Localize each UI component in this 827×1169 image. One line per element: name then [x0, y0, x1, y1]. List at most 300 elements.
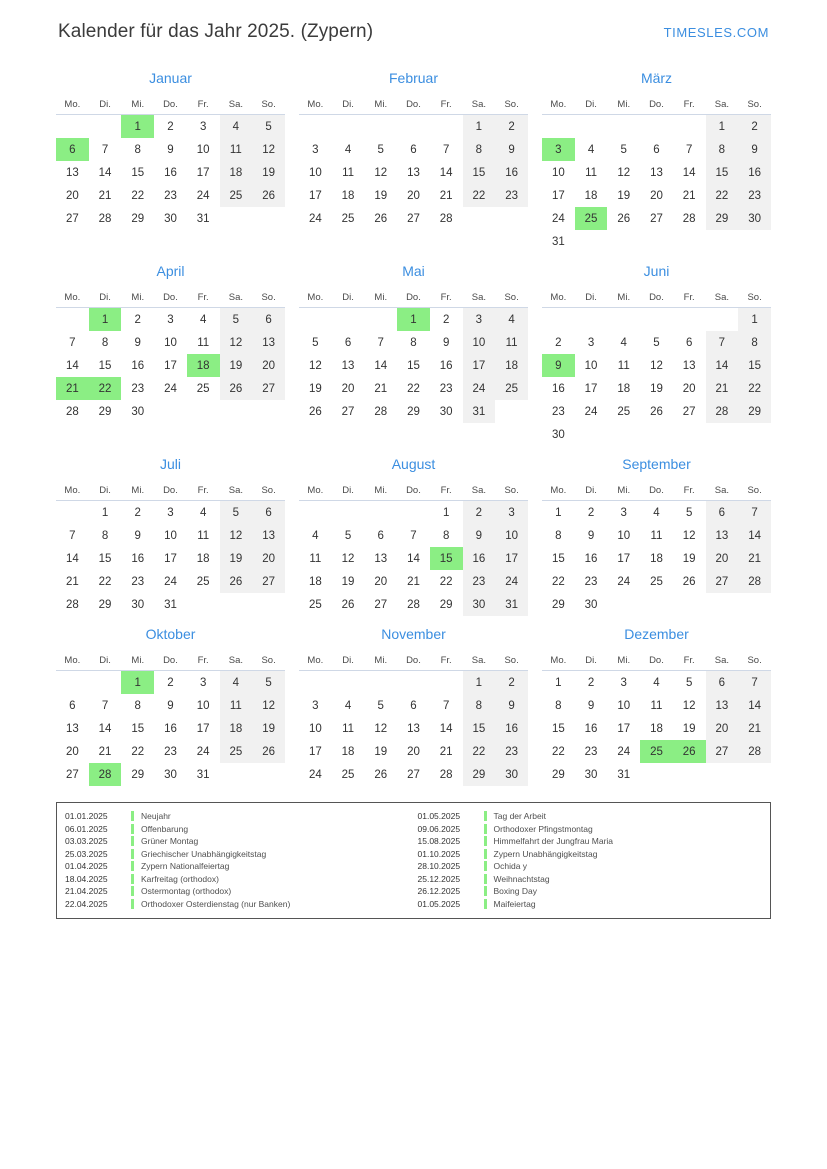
day-cell[interactable]: 28 [65, 405, 79, 418]
day-cell[interactable]: 1 [463, 671, 496, 695]
day-cell[interactable]: 9 [134, 529, 141, 542]
day-cell[interactable]: 8 [706, 138, 739, 161]
day-cell[interactable]: 18 [584, 189, 598, 202]
day-cell[interactable]: 4 [312, 529, 319, 542]
day-cell[interactable]: 6 [69, 699, 76, 712]
day-cell[interactable]: 4 [344, 699, 352, 712]
day-cell[interactable]: 11 [650, 699, 663, 712]
day-cell[interactable]: 19 [220, 354, 253, 377]
day-cell[interactable]: 31 [164, 598, 177, 611]
day-cell[interactable]: 30 [584, 598, 598, 611]
day-cell[interactable]: 13 [252, 524, 285, 547]
day-cell[interactable]: 10 [463, 331, 496, 354]
day-cell[interactable]: 8 [738, 331, 771, 354]
day-cell[interactable]: 2 [495, 671, 528, 695]
day-cell[interactable]: 4 [653, 506, 660, 519]
day-cell[interactable]: 7 [377, 336, 384, 349]
day-cell[interactable]: 25 [617, 405, 631, 418]
day-cell[interactable]: 10 [551, 166, 565, 179]
day-cell[interactable]: 3 [167, 313, 174, 326]
day-cell[interactable]: 11 [342, 722, 355, 735]
day-cell[interactable]: 13 [650, 166, 663, 179]
day-cell[interactable]: 13 [407, 166, 420, 179]
day-cell[interactable]: 24 [308, 212, 322, 225]
day-cell-holiday[interactable]: 21 [56, 377, 89, 400]
day-cell[interactable]: 11 [220, 694, 253, 717]
day-cell-holiday[interactable]: 6 [56, 138, 89, 161]
day-cell[interactable]: 6 [706, 501, 739, 525]
day-cell[interactable]: 13 [374, 552, 388, 565]
day-cell[interactable]: 23 [584, 575, 598, 588]
day-cell[interactable]: 8 [101, 529, 109, 542]
day-cell[interactable]: 23 [495, 740, 528, 763]
day-cell[interactable]: 7 [101, 143, 109, 156]
day-cell[interactable]: 11 [220, 138, 253, 161]
day-cell[interactable]: 27 [650, 212, 663, 225]
day-cell-holiday[interactable]: 25 [575, 207, 608, 230]
day-cell[interactable]: 24 [584, 405, 598, 418]
day-cell[interactable]: 19 [682, 552, 696, 565]
day-cell-holiday[interactable]: 25 [640, 740, 673, 763]
day-cell[interactable]: 6 [252, 501, 285, 525]
day-cell[interactable]: 13 [252, 331, 285, 354]
day-cell[interactable]: 14 [682, 166, 696, 179]
day-cell[interactable]: 12 [682, 699, 696, 712]
day-cell[interactable]: 5 [220, 308, 253, 332]
day-cell[interactable]: 31 [463, 400, 496, 423]
day-cell[interactable]: 7 [69, 336, 76, 349]
day-cell[interactable]: 8 [410, 336, 417, 349]
day-cell[interactable]: 23 [551, 405, 565, 418]
day-cell[interactable]: 21 [738, 717, 771, 740]
day-cell[interactable]: 19 [682, 722, 696, 735]
day-cell[interactable]: 18 [341, 189, 355, 202]
day-cell[interactable]: 13 [65, 166, 79, 179]
day-cell[interactable]: 25 [220, 184, 253, 207]
day-cell[interactable]: 30 [495, 763, 528, 786]
day-cell[interactable]: 9 [495, 138, 528, 161]
day-cell[interactable]: 10 [308, 722, 322, 735]
day-cell[interactable]: 28 [682, 212, 696, 225]
day-cell[interactable]: 18 [650, 552, 663, 565]
day-cell[interactable]: 2 [167, 676, 174, 689]
day-cell[interactable]: 23 [164, 745, 177, 758]
day-cell[interactable]: 11 [617, 359, 630, 372]
day-cell[interactable]: 3 [312, 699, 319, 712]
day-cell[interactable]: 11 [342, 166, 355, 179]
day-cell[interactable]: 19 [650, 382, 663, 395]
day-cell[interactable]: 13 [706, 524, 739, 547]
day-cell[interactable]: 3 [620, 506, 627, 519]
day-cell[interactable]: 2 [495, 115, 528, 139]
day-cell[interactable]: 6 [653, 143, 660, 156]
day-cell[interactable]: 23 [439, 382, 453, 395]
day-cell[interactable]: 4 [495, 308, 528, 332]
day-cell[interactable]: 21 [98, 745, 112, 758]
day-cell[interactable]: 9 [495, 694, 528, 717]
day-cell-holiday[interactable]: 1 [121, 115, 154, 139]
day-cell[interactable]: 15 [407, 359, 420, 372]
day-cell[interactable]: 17 [551, 189, 565, 202]
day-cell[interactable]: 30 [439, 405, 453, 418]
day-cell[interactable]: 3 [167, 506, 174, 519]
day-cell[interactable]: 11 [309, 552, 322, 565]
day-cell[interactable]: 29 [463, 763, 496, 786]
day-cell[interactable]: 22 [463, 184, 496, 207]
day-cell[interactable]: 23 [463, 570, 496, 593]
day-cell[interactable]: 4 [199, 506, 207, 519]
day-cell[interactable]: 30 [738, 207, 771, 230]
day-cell[interactable]: 29 [551, 598, 565, 611]
day-cell[interactable]: 7 [706, 331, 739, 354]
day-cell-holiday[interactable]: 15 [430, 547, 463, 570]
day-cell[interactable]: 11 [495, 331, 528, 354]
day-cell[interactable]: 20 [341, 382, 355, 395]
day-cell[interactable]: 16 [584, 722, 598, 735]
day-cell[interactable]: 7 [738, 671, 771, 695]
day-cell[interactable]: 4 [587, 143, 595, 156]
day-cell[interactable]: 18 [220, 161, 253, 184]
day-cell[interactable]: 8 [463, 138, 496, 161]
day-cell[interactable]: 31 [617, 768, 631, 781]
day-cell[interactable]: 1 [463, 115, 496, 139]
day-cell[interactable]: 14 [65, 359, 79, 372]
day-cell[interactable]: 29 [738, 400, 771, 423]
day-cell[interactable]: 11 [585, 166, 598, 179]
day-cell[interactable]: 14 [439, 166, 453, 179]
day-cell[interactable]: 28 [706, 400, 739, 423]
day-cell[interactable]: 10 [164, 529, 177, 542]
day-cell[interactable]: 31 [196, 212, 210, 225]
day-cell[interactable]: 26 [308, 405, 322, 418]
day-cell[interactable]: 28 [439, 768, 453, 781]
day-cell[interactable]: 24 [495, 570, 528, 593]
day-cell[interactable]: 30 [164, 212, 177, 225]
day-cell[interactable]: 25 [308, 598, 322, 611]
day-cell[interactable]: 29 [439, 598, 453, 611]
day-cell[interactable]: 10 [617, 699, 631, 712]
day-cell[interactable]: 3 [620, 676, 627, 689]
day-cell[interactable]: 5 [653, 336, 660, 349]
day-cell[interactable]: 30 [551, 428, 565, 441]
day-cell[interactable]: 1 [738, 308, 771, 332]
day-cell[interactable]: 3 [199, 120, 207, 133]
day-cell[interactable]: 21 [374, 382, 388, 395]
day-cell[interactable]: 5 [685, 506, 693, 519]
day-cell[interactable]: 22 [463, 740, 496, 763]
day-cell[interactable]: 2 [587, 506, 595, 519]
day-cell[interactable]: 25 [196, 382, 210, 395]
day-cell[interactable]: 11 [197, 336, 210, 349]
day-cell[interactable]: 15 [131, 166, 145, 179]
day-cell[interactable]: 19 [374, 745, 388, 758]
day-cell[interactable]: 17 [617, 722, 631, 735]
day-cell[interactable]: 11 [650, 529, 663, 542]
day-cell[interactable]: 10 [196, 143, 210, 156]
day-cell[interactable]: 19 [252, 717, 285, 740]
site-brand[interactable]: TIMESLES.COM [663, 24, 769, 40]
day-cell[interactable]: 3 [495, 501, 528, 525]
day-cell[interactable]: 24 [196, 745, 210, 758]
day-cell[interactable]: 9 [167, 699, 174, 712]
day-cell[interactable]: 17 [164, 359, 177, 372]
day-cell[interactable]: 28 [439, 212, 453, 225]
day-cell[interactable]: 14 [706, 354, 739, 377]
day-cell[interactable]: 6 [706, 671, 739, 695]
day-cell[interactable]: 27 [65, 212, 79, 225]
day-cell[interactable]: 4 [653, 676, 660, 689]
day-cell[interactable]: 17 [308, 745, 322, 758]
day-cell[interactable]: 25 [196, 575, 210, 588]
day-cell[interactable]: 25 [220, 740, 253, 763]
day-cell[interactable]: 18 [650, 722, 663, 735]
day-cell[interactable]: 20 [252, 547, 285, 570]
day-cell[interactable]: 27 [706, 570, 739, 593]
day-cell[interactable]: 24 [164, 575, 177, 588]
day-cell[interactable]: 9 [587, 699, 595, 712]
day-cell[interactable]: 21 [439, 745, 453, 758]
day-cell[interactable]: 6 [410, 699, 417, 712]
day-cell[interactable]: 15 [551, 552, 565, 565]
day-cell[interactable]: 19 [308, 382, 322, 395]
day-cell[interactable]: 1 [555, 506, 562, 519]
day-cell[interactable]: 17 [196, 722, 210, 735]
day-cell[interactable]: 24 [308, 768, 322, 781]
day-cell[interactable]: 8 [555, 699, 562, 712]
day-cell[interactable]: 17 [196, 166, 210, 179]
day-cell[interactable]: 16 [495, 161, 528, 184]
day-cell[interactable]: 28 [738, 570, 771, 593]
day-cell[interactable]: 7 [685, 143, 693, 156]
day-cell[interactable]: 19 [220, 547, 253, 570]
day-cell[interactable]: 20 [706, 547, 739, 570]
day-cell[interactable]: 10 [308, 166, 322, 179]
day-cell[interactable]: 24 [196, 189, 210, 202]
day-cell[interactable]: 10 [584, 359, 598, 372]
day-cell[interactable]: 29 [98, 598, 112, 611]
day-cell[interactable]: 16 [164, 166, 177, 179]
day-cell[interactable]: 22 [131, 189, 145, 202]
day-cell[interactable]: 20 [650, 189, 663, 202]
day-cell[interactable]: 27 [407, 212, 420, 225]
day-cell[interactable]: 15 [738, 354, 771, 377]
day-cell[interactable]: 9 [738, 138, 771, 161]
day-cell[interactable]: 30 [131, 405, 145, 418]
day-cell[interactable]: 5 [685, 676, 693, 689]
day-cell[interactable]: 20 [65, 745, 79, 758]
day-cell[interactable]: 22 [98, 575, 112, 588]
day-cell[interactable]: 22 [551, 575, 565, 588]
day-cell[interactable]: 14 [407, 552, 420, 565]
day-cell[interactable]: 23 [495, 184, 528, 207]
day-cell[interactable]: 16 [164, 722, 177, 735]
day-cell-holiday[interactable]: 22 [89, 377, 122, 400]
day-cell[interactable]: 25 [341, 212, 355, 225]
day-cell[interactable]: 4 [344, 143, 352, 156]
day-cell[interactable]: 20 [407, 189, 420, 202]
day-cell[interactable]: 20 [65, 189, 79, 202]
day-cell[interactable]: 5 [312, 336, 319, 349]
day-cell[interactable]: 19 [341, 575, 355, 588]
day-cell[interactable]: 7 [410, 529, 417, 542]
day-cell[interactable]: 13 [706, 694, 739, 717]
day-cell[interactable]: 5 [344, 529, 352, 542]
day-cell[interactable]: 26 [220, 570, 253, 593]
day-cell[interactable]: 13 [65, 722, 79, 735]
day-cell[interactable]: 12 [374, 722, 388, 735]
day-cell[interactable]: 29 [131, 768, 145, 781]
day-cell[interactable]: 2 [167, 120, 174, 133]
day-cell[interactable]: 27 [252, 377, 285, 400]
day-cell[interactable]: 2 [738, 115, 771, 139]
day-cell-holiday[interactable]: 28 [89, 763, 122, 786]
day-cell[interactable]: 3 [199, 676, 207, 689]
day-cell[interactable]: 14 [374, 359, 388, 372]
day-cell[interactable]: 6 [344, 336, 352, 349]
day-cell[interactable]: 23 [164, 189, 177, 202]
day-cell[interactable]: 27 [407, 768, 420, 781]
day-cell[interactable]: 29 [98, 405, 112, 418]
day-cell-holiday[interactable]: 1 [397, 308, 430, 332]
day-cell[interactable]: 18 [495, 354, 528, 377]
day-cell[interactable]: 12 [617, 166, 631, 179]
day-cell[interactable]: 18 [220, 717, 253, 740]
day-cell[interactable]: 3 [463, 308, 496, 332]
day-cell[interactable]: 19 [617, 189, 631, 202]
day-cell[interactable]: 4 [220, 671, 253, 695]
day-cell[interactable]: 10 [164, 336, 177, 349]
day-cell[interactable]: 26 [374, 768, 388, 781]
day-cell[interactable]: 26 [650, 405, 663, 418]
day-cell[interactable]: 7 [69, 529, 76, 542]
day-cell[interactable]: 14 [98, 722, 112, 735]
day-cell[interactable]: 12 [682, 529, 696, 542]
day-cell[interactable]: 16 [584, 552, 598, 565]
day-cell[interactable]: 21 [407, 575, 420, 588]
day-cell[interactable]: 30 [131, 598, 145, 611]
day-cell[interactable]: 14 [98, 166, 112, 179]
day-cell[interactable]: 22 [706, 184, 739, 207]
day-cell[interactable]: 24 [617, 745, 631, 758]
day-cell-holiday[interactable]: 1 [89, 308, 122, 332]
day-cell[interactable]: 17 [164, 552, 177, 565]
day-cell[interactable]: 10 [196, 699, 210, 712]
day-cell[interactable]: 1 [101, 506, 109, 519]
day-cell[interactable]: 18 [617, 382, 631, 395]
day-cell[interactable]: 15 [131, 722, 145, 735]
day-cell[interactable]: 17 [584, 382, 598, 395]
day-cell[interactable]: 18 [308, 575, 322, 588]
day-cell[interactable]: 6 [685, 336, 693, 349]
day-cell[interactable]: 15 [706, 161, 739, 184]
day-cell[interactable]: 24 [164, 382, 177, 395]
day-cell[interactable]: 11 [197, 529, 210, 542]
day-cell[interactable]: 12 [252, 694, 285, 717]
day-cell[interactable]: 26 [617, 212, 631, 225]
day-cell[interactable]: 30 [164, 768, 177, 781]
day-cell[interactable]: 26 [341, 598, 355, 611]
day-cell[interactable]: 29 [706, 207, 739, 230]
day-cell[interactable]: 27 [706, 740, 739, 763]
day-cell[interactable]: 27 [65, 768, 79, 781]
day-cell[interactable]: 26 [252, 184, 285, 207]
day-cell[interactable]: 1 [555, 676, 562, 689]
day-cell[interactable]: 31 [495, 593, 528, 616]
day-cell[interactable]: 29 [407, 405, 420, 418]
day-cell[interactable]: 9 [167, 143, 174, 156]
day-cell-holiday[interactable]: 1 [121, 671, 154, 695]
day-cell[interactable]: 23 [131, 575, 145, 588]
day-cell[interactable]: 20 [252, 354, 285, 377]
day-cell[interactable]: 27 [341, 405, 355, 418]
day-cell[interactable]: 24 [617, 575, 631, 588]
day-cell[interactable]: 2 [134, 313, 141, 326]
day-cell[interactable]: 15 [463, 717, 496, 740]
day-cell[interactable]: 13 [407, 722, 420, 735]
day-cell[interactable]: 8 [442, 529, 450, 542]
day-cell[interactable]: 17 [463, 354, 496, 377]
day-cell[interactable]: 21 [738, 547, 771, 570]
day-cell[interactable]: 4 [620, 336, 627, 349]
day-cell[interactable]: 2 [463, 501, 496, 525]
day-cell[interactable]: 9 [134, 336, 141, 349]
day-cell[interactable]: 7 [442, 143, 450, 156]
day-cell[interactable]: 12 [374, 166, 388, 179]
day-cell[interactable]: 6 [377, 529, 384, 542]
day-cell-holiday[interactable]: 26 [673, 740, 706, 763]
day-cell[interactable]: 21 [98, 189, 112, 202]
day-cell[interactable]: 20 [682, 382, 696, 395]
day-cell[interactable]: 12 [650, 359, 663, 372]
day-cell[interactable]: 20 [407, 745, 420, 758]
day-cell[interactable]: 9 [442, 336, 450, 349]
day-cell[interactable]: 26 [682, 575, 696, 588]
day-cell[interactable]: 23 [584, 745, 598, 758]
day-cell[interactable]: 27 [374, 598, 388, 611]
day-cell[interactable]: 16 [551, 382, 565, 395]
day-cell[interactable]: 29 [131, 212, 145, 225]
day-cell[interactable]: 16 [495, 717, 528, 740]
day-cell[interactable]: 1 [442, 506, 450, 519]
day-cell[interactable]: 12 [341, 552, 355, 565]
day-cell[interactable]: 24 [551, 212, 565, 225]
day-cell[interactable]: 31 [196, 768, 210, 781]
day-cell[interactable]: 18 [341, 745, 355, 758]
day-cell[interactable]: 15 [98, 552, 112, 565]
day-cell[interactable]: 21 [682, 189, 696, 202]
day-cell[interactable]: 30 [584, 768, 598, 781]
day-cell[interactable]: 25 [495, 377, 528, 400]
day-cell[interactable]: 17 [308, 189, 322, 202]
day-cell[interactable]: 20 [374, 575, 388, 588]
day-cell[interactable]: 27 [682, 405, 696, 418]
day-cell[interactable]: 17 [617, 552, 631, 565]
day-cell[interactable]: 16 [738, 161, 771, 184]
day-cell[interactable]: 28 [407, 598, 420, 611]
day-cell[interactable]: 21 [65, 575, 79, 588]
day-cell[interactable]: 12 [220, 524, 253, 547]
day-cell[interactable]: 5 [377, 143, 384, 156]
day-cell[interactable]: 4 [199, 313, 207, 326]
day-cell[interactable]: 30 [463, 593, 496, 616]
day-cell[interactable]: 3 [312, 143, 319, 156]
day-cell[interactable]: 29 [551, 768, 565, 781]
day-cell[interactable]: 14 [738, 694, 771, 717]
day-cell[interactable]: 7 [738, 501, 771, 525]
day-cell[interactable]: 10 [495, 524, 528, 547]
day-cell[interactable]: 15 [98, 359, 112, 372]
day-cell[interactable]: 13 [341, 359, 355, 372]
